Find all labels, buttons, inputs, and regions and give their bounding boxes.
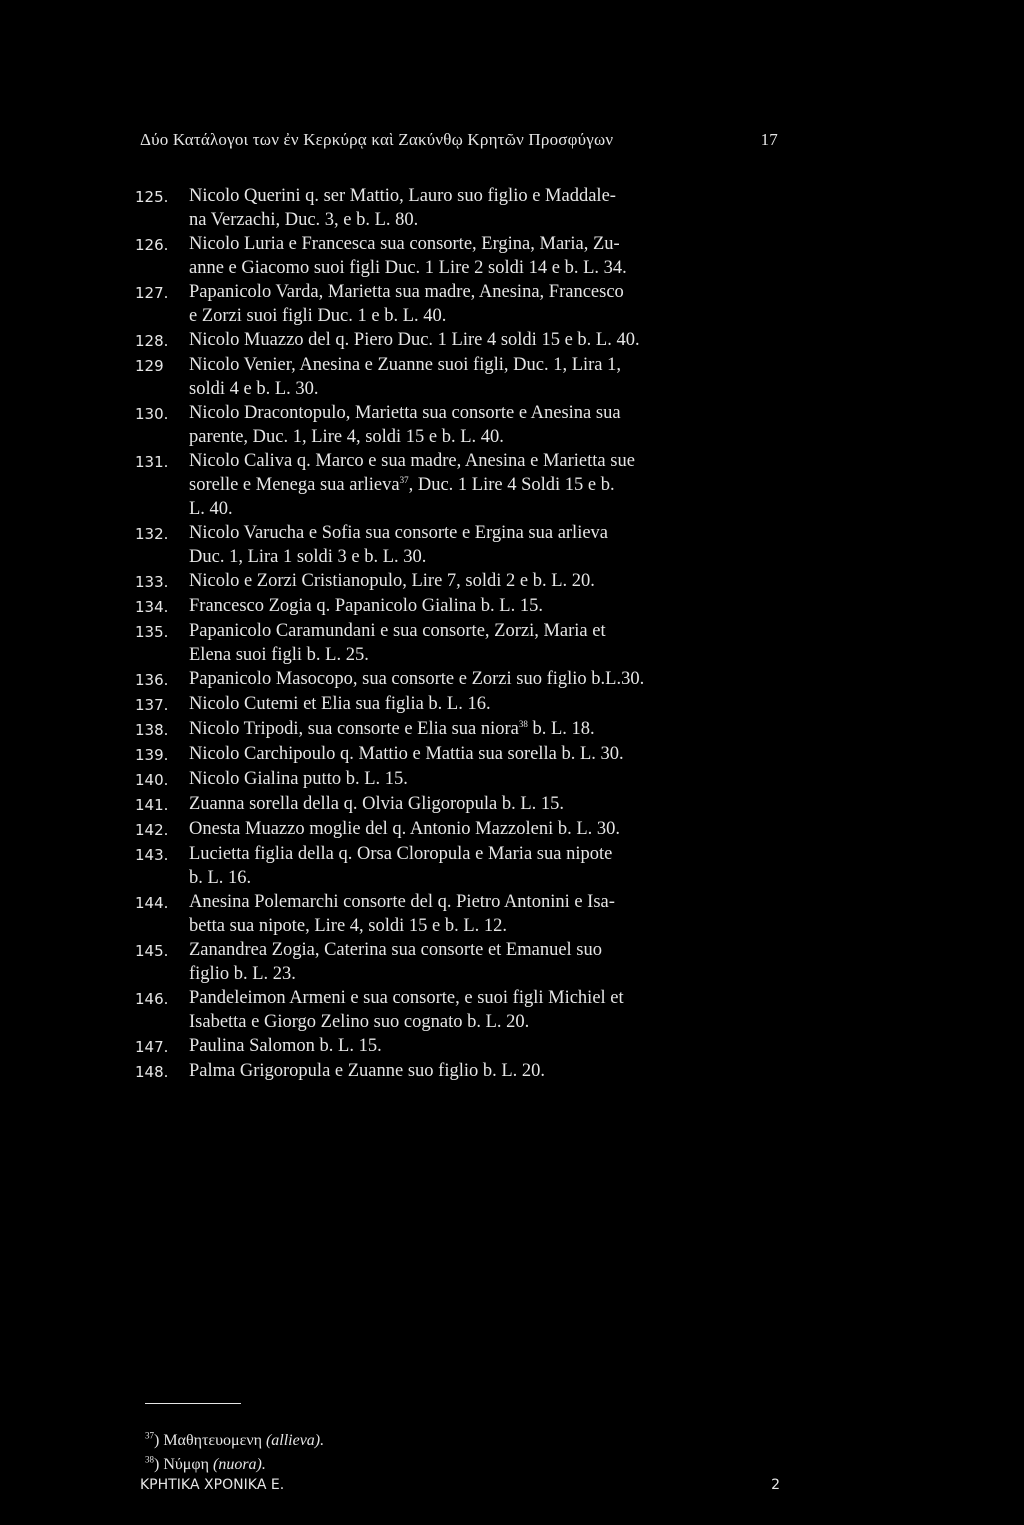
entry-line: Paulina Salomon b. L. 15. xyxy=(189,1036,382,1056)
entry-number: 125. xyxy=(135,188,169,206)
list-item xyxy=(135,986,811,1034)
entry-line: L. 40. xyxy=(189,499,233,519)
entry-number: 133. xyxy=(135,573,169,591)
list-item xyxy=(135,742,811,767)
entry-line: Zuanna sorella della q. Olvia Gligoropula b. L. 15. xyxy=(189,794,565,814)
entry-line: anne e Giacomo suoi figli Duc. 1 Lire 2 soldi 14 e b. L. 34. xyxy=(189,258,627,278)
entry-number: 130. xyxy=(135,405,169,423)
entry-line: Palma Grigoropula e Zuanne suo figlio b. L. 20. xyxy=(189,1061,546,1081)
footnote: $^{37}$) Μαθητευομενη (allieva). xyxy=(145,1430,325,1449)
entry-line: Papanicolo Caramundani e sua consorte, Zorzi, Maria et xyxy=(189,621,606,641)
list-item xyxy=(135,569,811,594)
footnote-translation: (nuora). xyxy=(212,1456,266,1473)
list-item xyxy=(135,184,811,232)
entry-line: Lucietta figlia della q. Orsa Cloropula e Maria sua nipote xyxy=(189,844,613,864)
list-item xyxy=(135,353,811,401)
entry-line: b. L. 16. xyxy=(189,868,252,888)
entry-number: 140. xyxy=(135,771,169,789)
list-item xyxy=(135,817,811,842)
entry-number: 136. xyxy=(135,671,169,689)
entry-number: 131. xyxy=(135,453,169,471)
list-item xyxy=(135,667,811,692)
entry-line-with-footnote xyxy=(189,473,811,497)
entry-line: Nicolo e Zorzi Cristianopulo, Lire 7, soldi 2 e b. L. 20. xyxy=(189,571,595,591)
entry-number: 127. xyxy=(135,284,169,302)
entry-text: Nicolo Tripodi, sua consorte e Elia sua niora xyxy=(189,719,519,739)
entry-line: Nicolo Gialina putto b. L. 15. xyxy=(189,769,408,789)
list-item xyxy=(135,449,811,521)
list-item xyxy=(135,232,811,280)
entry-line: Nicolo Querini q. ser Mattio, Lauro suo figlio e Maddale- xyxy=(189,186,616,206)
footnote-greek: Μαθητευομενη xyxy=(163,1432,262,1449)
entry-line: betta sua nipote, Lire 4, soldi 15 e b. L. 12. xyxy=(189,916,508,936)
list-item xyxy=(135,594,811,619)
entry-line: Anesina Polemarchi consorte del q. Pietro Antonini e Isa- xyxy=(189,892,615,912)
page-footer xyxy=(140,1477,780,1493)
entry-number: 129 xyxy=(135,357,164,375)
entry-line: Nicolo Venier, Anesina e Zuanne suoi figli, Duc. 1, Lira 1, xyxy=(189,355,622,375)
entry-line: Nicolo Carchipoulo q. Mattio e Mattia sua sorella b. L. 30. xyxy=(189,744,624,764)
entry-line: Francesco Zogia q. Papanicolo Gialina b. L. 15. xyxy=(189,596,543,616)
list-item xyxy=(135,890,811,938)
entry-line: Papanicolo Masocopo, sua consorte e Zorzi suo figlio b.L.30. xyxy=(189,669,645,689)
entry-number: 147. xyxy=(135,1038,169,1056)
list-item xyxy=(135,401,811,449)
entry-line: Nicolo Caliva q. Marco e sua madre, Anesina e Marietta sue xyxy=(189,451,635,471)
entry-text: b. L. 18. xyxy=(532,719,595,739)
entry-number: 135. xyxy=(135,623,169,641)
running-header xyxy=(140,130,778,150)
footnote-ref: 37 xyxy=(399,474,409,485)
entry-number: 126. xyxy=(135,236,169,254)
entry-line: Onesta Muazzo moglie del q. Antonio Mazzoleni b. L. 30. xyxy=(189,819,621,839)
entry-number: 141. xyxy=(135,796,169,814)
entry-line: Nicolo Muazzo del q. Piero Duc. 1 Lire 4 soldi 15 e b. L. 40. xyxy=(189,330,640,350)
entry-number: 146. xyxy=(135,990,169,1008)
list-item xyxy=(135,792,811,817)
entry-number: 137. xyxy=(135,696,169,714)
entry-line: soldi 4 e b. L. 30. xyxy=(189,379,319,399)
list-item xyxy=(135,767,811,792)
entry-line: Nicolo Dracontopulo, Marietta sua consorte e Anesina sua xyxy=(189,403,621,423)
entry-line: Pandeleimon Armeni e sua consorte, e suoi figli Michiel et xyxy=(189,988,624,1008)
footnotes xyxy=(145,1429,785,1477)
entry-line: parente, Duc. 1, Lire 4, soldi 15 e b. L. 40. xyxy=(189,427,504,447)
entry-list xyxy=(135,184,811,1084)
entry-line: Isabetta e Giorgo Zelino suo cognato b. L. 20. xyxy=(189,1012,530,1032)
entry-line: Zanandrea Zogia, Caterina sua consorte et Emanuel suo xyxy=(189,940,603,960)
list-item xyxy=(135,619,811,667)
entry-number: 132. xyxy=(135,525,169,543)
footnote-mark: 38 xyxy=(145,1454,154,1465)
entry-number: 134. xyxy=(135,598,169,616)
list-item xyxy=(135,717,811,742)
list-item xyxy=(135,521,811,569)
list-item xyxy=(135,938,811,986)
entry-number: 144. xyxy=(135,894,169,912)
list-item xyxy=(135,1034,811,1059)
footnote-rule xyxy=(145,1403,241,1404)
list-item xyxy=(135,280,811,328)
footnote-ref: 38 xyxy=(518,718,528,729)
signature-mark: ΚΡΗΤΙΚΑ ΧΡΟΝΙΚΑ Ε. xyxy=(140,1477,285,1493)
entry-number: 148. xyxy=(135,1063,169,1081)
entry-line: Papanicolo Varda, Marietta sua madre, Anesina, Francesco xyxy=(189,282,624,302)
list-item xyxy=(135,842,811,890)
footnote-mark: 37 xyxy=(145,1430,154,1441)
entry-line-with-footnote xyxy=(189,717,811,741)
entry-line: Nicolo Luria e Francesca sua consorte, Ergina, Maria, Zu- xyxy=(189,234,620,254)
page-number: 17 xyxy=(760,130,778,149)
footnote-translation: (allieva). xyxy=(265,1432,325,1449)
entry-text: sorelle e Menega sua arlieva xyxy=(189,475,400,495)
entry-line: figlio b. L. 23. xyxy=(189,964,296,984)
entry-number: 128. xyxy=(135,332,169,350)
list-item xyxy=(135,692,811,717)
entry-number: 143. xyxy=(135,846,169,864)
entry-line: Duc. 1, Lira 1 soldi 3 e b. L. 30. xyxy=(189,547,427,567)
list-item xyxy=(135,1059,811,1084)
entry-number: 139. xyxy=(135,746,169,764)
entry-number: 138. xyxy=(135,721,169,739)
entry-line: e Zorzi suoi figli Duc. 1 e b. L. 40. xyxy=(189,306,447,326)
entry-number: 142. xyxy=(135,821,169,839)
entry-number: 145. xyxy=(135,942,169,960)
entry-line: Nicolo Varucha e Sofia sua consorte e Ergina sua arlieva xyxy=(189,523,609,543)
entry-text: , Duc. 1 Lire 4 Soldi 15 e b. xyxy=(408,475,615,495)
entry-line: na Verzachi, Duc. 3, e b. L. 80. xyxy=(189,210,419,230)
footnote: $^{38}$) Νύμφη (nuora). xyxy=(145,1454,266,1473)
list-item xyxy=(135,328,811,353)
footnote-greek: Νύμφη xyxy=(163,1456,209,1473)
entry-line: Nicolo Cutemi et Elia sua figlia b. L. 16. xyxy=(189,694,491,714)
running-head-title: Δύο Κατάλογοι των ἐν Κερκύρᾳ καὶ Ζακύνθῳ Κρητῶν Προσφύγων xyxy=(140,130,614,149)
sheet-number: 2 xyxy=(771,1477,780,1493)
entry-line: Elena suoi figli b. L. 25. xyxy=(189,645,369,665)
